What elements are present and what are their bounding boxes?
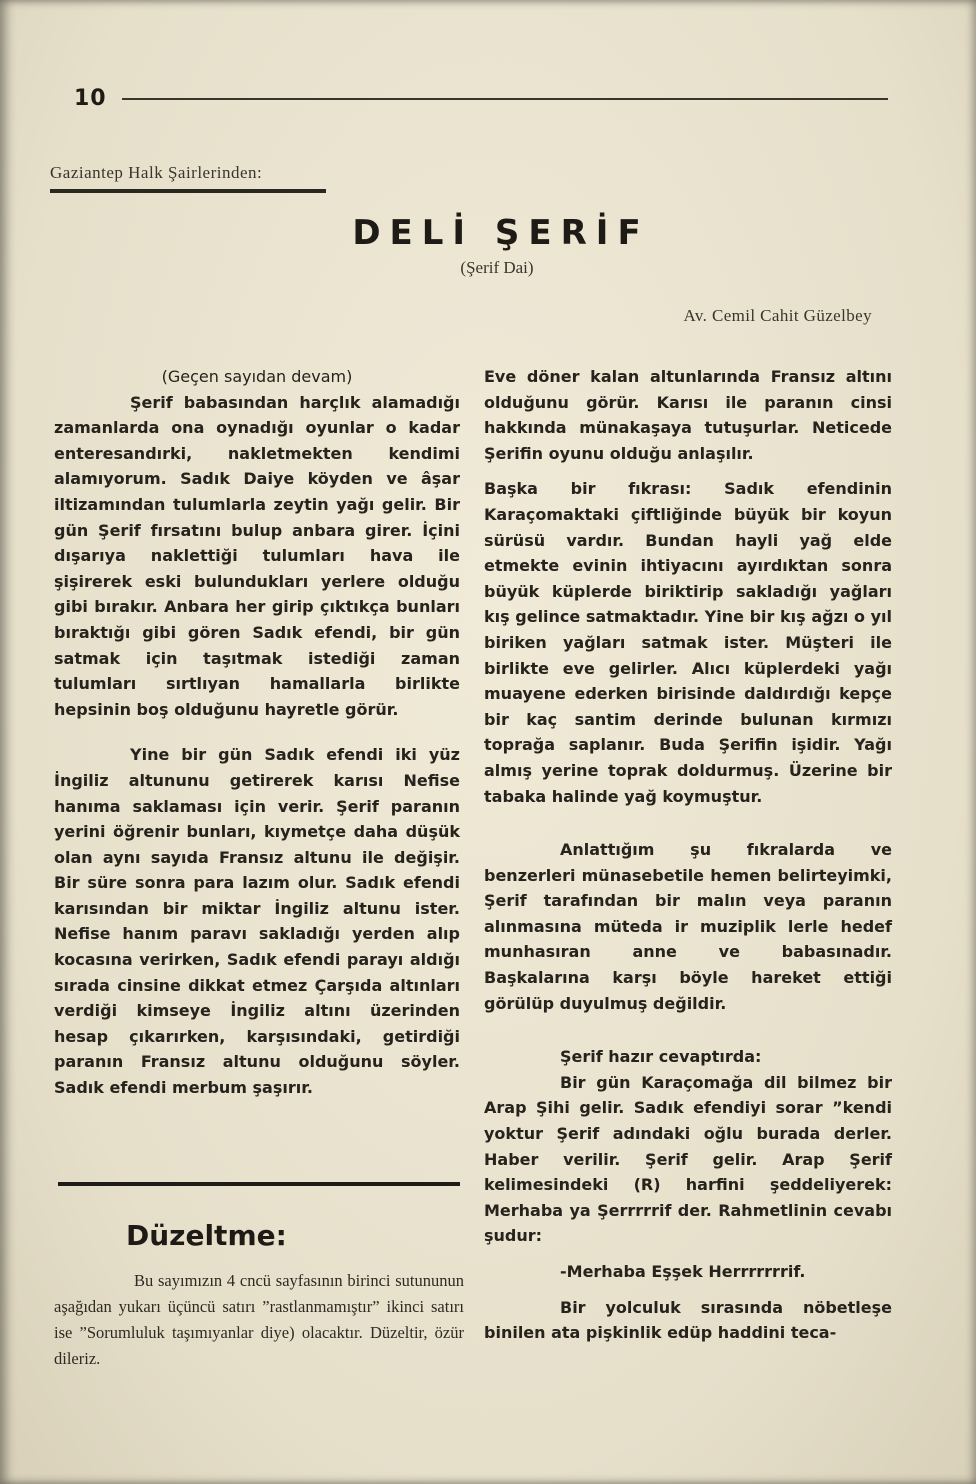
right-line-1: Şerif hazır cevaptırda: <box>560 1047 762 1067</box>
right-paragraph-5: Bir yolculuk sırasında nöbetleşe binilen ata pişkinlik edüp haddini teca- <box>484 1297 892 1343</box>
left-column <box>54 364 460 1101</box>
correction-heading: Düzeltme: <box>126 1219 287 1252</box>
header-rule <box>122 98 888 100</box>
left-paragraph-1: Şerif babasından harçlık alamadığı zamanlarda ona oynadığı oyunlar o kadar enteresandırki, nakletmekten kendimi alamıyorum. Sadık Daiye köyden ve âşar iltizamından tulumlarla zeytin yağı gelir. Bir gün Şerif fırsatını bulup anbara girer. İçini dışarıya naklettiği tulumları hava ile şişirerek eski bulundukları yerlere olduğu gibi bırakır. Anbara her girip çıktıkça bunları bıraktığı gibi gören Sadık efendi, bir gün satmak için taşıtmak istediği zaman tulumları sırtlıyan hamallarla birlikte hepsinin boş olduğunu hayretle görür. <box>54 392 460 719</box>
right-column <box>484 364 892 1346</box>
right-paragraph-1: Eve döner kalan altunlarında Fransız altını olduğunu görür. Karısı ile paranın cinsi hakkında münakaşaya tutuşurlar. Neticede Şerifin oyunu olduğu anlaşılır. <box>484 367 892 463</box>
series-underline <box>50 189 326 193</box>
correction-text: Bu sayımızın 4 cncü sayfasının birinci sutununun aşağıdan yukarı üçüncü satırı ”rastlanmamıştır” ikinci satırı ise ”Sorumluluk taşımıyanlar diye) olacaktır. Düzeltir, özür dileriz. <box>54 1271 464 1368</box>
article-subtitle: (Şerif Dai) <box>460 258 534 277</box>
article-title: DELİ ŞERİF <box>352 213 650 253</box>
article-author: Av. Cemil Cahit Güzelbey <box>683 306 872 325</box>
left-paragraph-2: Yine bir gün Sadık efendi iki yüz İngiliz altununu getirerek karısı Nefise hanıma saklaması için verir. Şerif paranın yerini öğrenir bunları, kıymetçe daha düşük olan aynı sayıda Fransız altunu ile değişir. Bir süre sonra para lazım olur. Sadık efendi karısından bir miktar İngiliz altunu ister. Nefise hanım paravı sakladığı yerden alıp kocasına verirken, Sadık efendi parayı aldığı sırada cinsine dikkat etmez Çarşıda altınları verdiği kimseye İngiliz altını üzerinden hesap çıkarırken, karşısındaki, getirdiği paranın Fransız altunu olduğunu söyler. Sadık efendi merbum şaşırır. <box>54 745 460 1098</box>
page-number: 10 <box>74 86 107 111</box>
right-paragraph-2: Başka bir fıkrası: Sadık efendinin Karaçomaktaki çiftliğinde büyük bir koyun sürüsü vardır. Bundan hayli yağ elde etmekte evinin ihtiyacını ayırdıktan sonra büyük küplerde biriktirip sakladığı yağları kış gelince satmaktadır. Yine bir kış ağzı o yıl biriken yağları satmak ister. Müşteri ile birlikte eve gelirler. Alıcı küplerdeki yağı muayene ederken birisinde daldırdığı kepçe bir kaç santim derinde bulunan kırmızı toprağa saplanır. Buda Şerifin işidir. Yağı almış yerine toprak doldurmuş. Üzerine bir tabaka halinde yağ koymuştur. <box>484 479 892 806</box>
right-paragraph-3: Anlattığım şu fıkralarda ve benzerleri münasebetile hemen belirteyimki, Şerif tarafından bir malın veya paranın alınmasına müteda ir muziplik lerle hedef munhasıran anne ve babasınadır. Başkalarına karşı böyle hareket ettiği görülüp duyulmuş değildir. <box>484 840 892 1013</box>
right-paragraph-4: Bir gün Karaçomağa dil bilmez bir Arap Şihi gelir. Sadık efendiyi sorar ”kendi yoktur Şerif adındaki oğlu burada derler. Haber verilir. Şerif gelir. Arap Şerif kelimesindeki (R) harfini şeddeliyerek: Merhaba ya Şerrrrrif der. Rahmetlinin cevabı şudur: <box>484 1072 892 1246</box>
column-divider-rule <box>58 1182 460 1186</box>
series-label: Gaziantep Halk Şairlerinden: <box>50 163 263 182</box>
right-quote: -Merhaba Eşşek Herrrrrrrif. <box>560 1262 806 1281</box>
correction-notice <box>54 1268 464 1372</box>
continued-note: (Geçen sayıdan devam) <box>161 367 353 386</box>
